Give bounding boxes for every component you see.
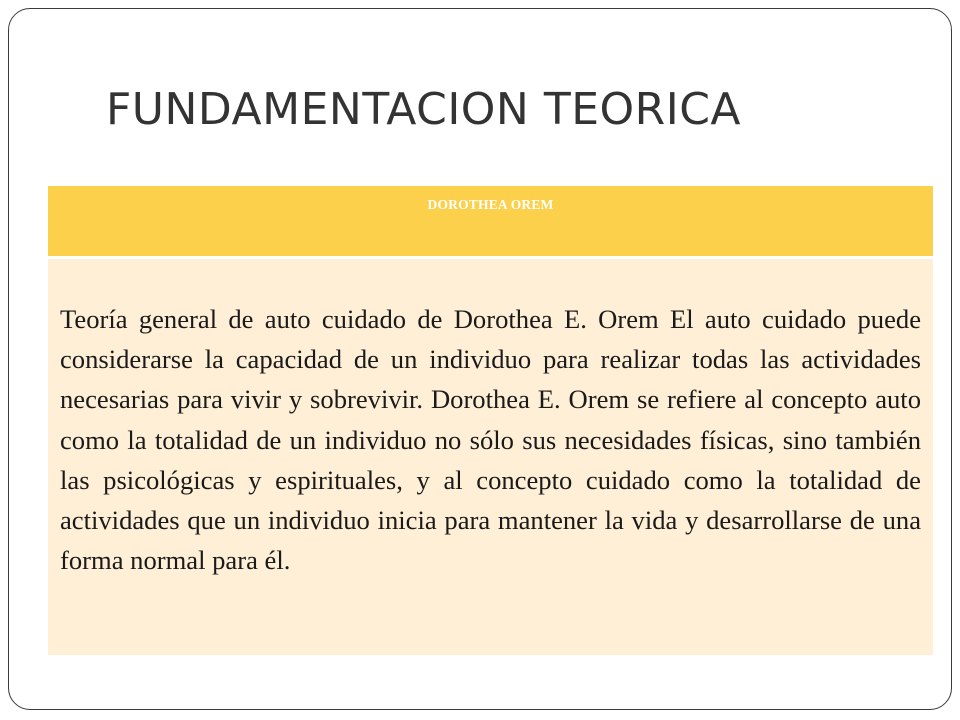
content-table [48, 186, 933, 655]
body-paragraph: Teoría general de auto cuidado de Dorothea E. Orem El auto cuidado puede considerarse la capacidad de un individuo para realizar todas las actividades necesarias para vivir y sobrevivir. Dorothea E. Orem se refiere al concepto auto como la totalidad de un individuo no sólo sus necesidades físicas, sino también las psicológicas y espirituales, y al concepto cuidado como la totalidad de actividades que un individuo inicia para mantener la vida y desarrollarse de una forma normal para él. [60, 304, 921, 576]
table-body-cell [48, 259, 933, 655]
table-header-cell [48, 186, 933, 256]
table-header-label: DOROTHEA OREM [427, 197, 554, 212]
slide-title: FUNDAMENTACION TEORICA [106, 84, 742, 135]
